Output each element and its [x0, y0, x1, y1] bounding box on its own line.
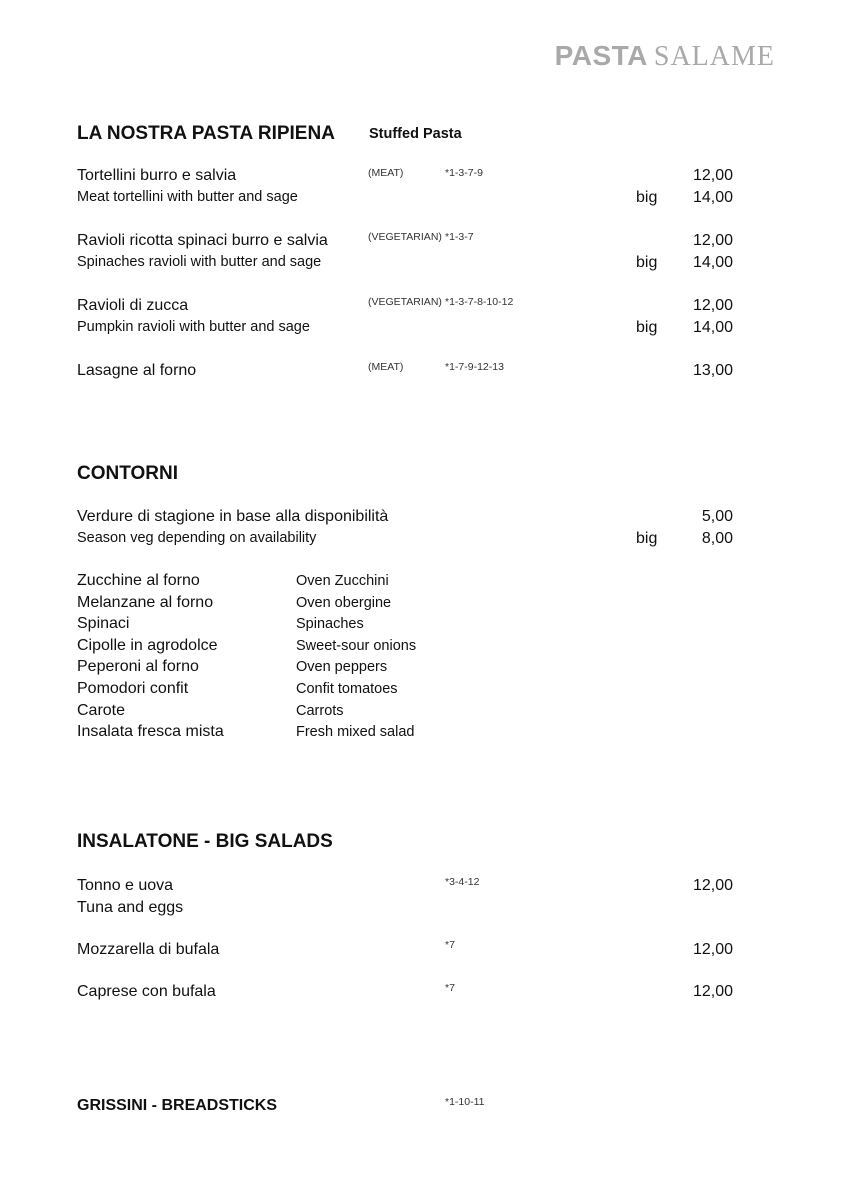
- big-portion-label: big: [636, 189, 658, 206]
- menu-item-name: Lasagne al forno: [77, 362, 197, 379]
- menu-item-name: Ravioli di zucca: [77, 297, 189, 314]
- section-title-stuffed-pasta: LA NOSTRA PASTA RIPIENA: [77, 123, 335, 144]
- menu-item-price: 13,00: [692, 362, 733, 379]
- section-subtitle-stuffed-pasta: Stuffed Pasta: [369, 126, 462, 142]
- side-dish-english: Carrots: [296, 703, 344, 719]
- big-portion-label: big: [636, 319, 658, 336]
- menu-item-price: 12,00: [692, 167, 733, 184]
- big-portion-price: 14,00: [692, 319, 733, 336]
- brand-logo: [555, 42, 775, 71]
- side-dish-italian: Melanzane al forno: [77, 594, 214, 611]
- side-dish-italian: Spinaci: [77, 615, 130, 632]
- side-dish-english: Confit tomatoes: [296, 681, 398, 697]
- side-dish-italian: Carote: [77, 702, 126, 719]
- brand-word-pasta: PASTA: [554, 40, 648, 71]
- allergen-codes: *1-3-7: [445, 231, 474, 243]
- section-title-big-salads: INSALATONE - BIG SALADS: [77, 831, 333, 852]
- side-dish-english: Fresh mixed salad: [296, 724, 415, 740]
- side-dish-italian: Cipolle in agrodolce: [77, 637, 218, 654]
- side-dish-italian: Zucchine al forno: [77, 572, 200, 589]
- big-portion-price: 14,00: [692, 254, 733, 271]
- diet-tag: (MEAT): [368, 361, 404, 373]
- side-dish-italian: Peperoni al forno: [77, 658, 199, 675]
- side-dish-english: Spinaches: [296, 616, 364, 632]
- menu-item-description: Spinaches ravioli with butter and sage: [77, 254, 322, 270]
- menu-item-price: 12,00: [692, 983, 733, 1000]
- side-dish-english: Sweet-sour onions: [296, 638, 417, 654]
- menu-item-name: Tonno e uova: [77, 877, 174, 894]
- diet-tag: (MEAT): [368, 167, 404, 179]
- section-title-grissini: GRISSINI - BREADSTICKS: [77, 1097, 278, 1114]
- menu-item-price: 12,00: [692, 941, 733, 958]
- side-dish-english: Oven obergine: [296, 595, 392, 611]
- menu-item-price: 12,00: [692, 297, 733, 314]
- big-portion-price: 14,00: [692, 189, 733, 206]
- menu-item-name: Tortellini burro e salvia: [77, 167, 237, 184]
- allergen-codes: *7: [445, 982, 455, 994]
- allergen-codes: *1-3-7-8-10-12: [445, 296, 514, 308]
- side-dish-english: Oven peppers: [296, 659, 388, 675]
- brand-word-salame: SALAME: [653, 41, 775, 72]
- allergen-codes: *1-10-11: [445, 1096, 485, 1108]
- diet-tag: (VEGETARIAN): [368, 231, 442, 243]
- menu-item-name: Ravioli ricotta spinaci burro e salvia: [77, 232, 328, 249]
- allergen-codes: *3-4-12: [445, 876, 480, 888]
- menu-item-price: 12,00: [692, 232, 733, 249]
- side-dish-english: Oven Zucchini: [296, 573, 389, 589]
- section-title-contorni: CONTORNI: [77, 463, 178, 484]
- big-portion-label: big: [636, 254, 658, 271]
- menu-item-description: Season veg depending on availability: [77, 530, 317, 546]
- menu-item-name: Mozzarella di bufala: [77, 941, 220, 958]
- menu-item-description: Meat tortellini with butter and sage: [77, 189, 298, 205]
- allergen-codes: *1-7-9-12-13: [445, 361, 504, 373]
- menu-item-name: Verdure di stagione in base alla disponibilità: [77, 508, 389, 525]
- menu-item-price: 12,00: [692, 877, 733, 894]
- big-portion-label: big: [636, 530, 658, 547]
- allergen-codes: *7: [445, 939, 455, 951]
- big-portion-price: 8,00: [701, 530, 733, 547]
- allergen-codes: *1-3-7-9: [445, 167, 483, 179]
- menu-item-name: Caprese con bufala: [77, 983, 216, 1000]
- menu-item-price: 5,00: [701, 508, 733, 525]
- menu-item-description: Tuna and eggs: [77, 899, 184, 916]
- side-dish-italian: Pomodori confit: [77, 680, 189, 697]
- side-dish-italian: Insalata fresca mista: [77, 723, 224, 740]
- diet-tag: (VEGETARIAN): [368, 296, 442, 308]
- menu-item-description: Pumpkin ravioli with butter and sage: [77, 319, 310, 335]
